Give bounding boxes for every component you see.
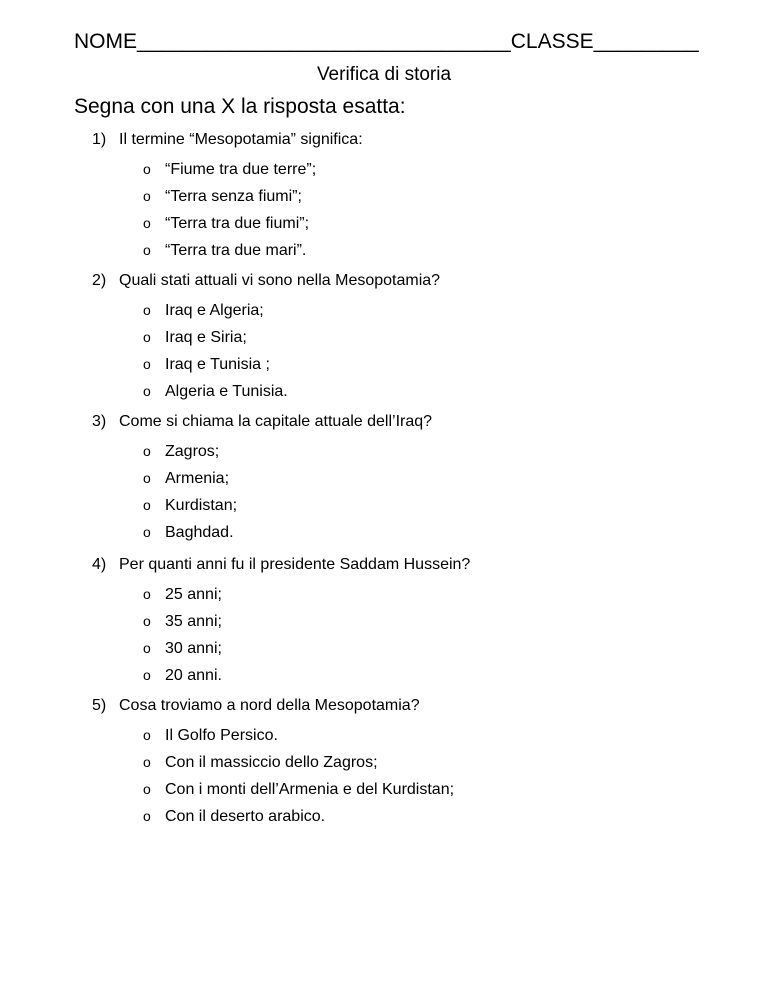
option-item[interactable]: [143, 383, 288, 401]
page-title: Verifica di storia: [316, 64, 452, 85]
option-item[interactable]: [143, 640, 222, 658]
option-text: Il Golfo Persico.: [165, 727, 278, 744]
option-bullet: o: [143, 470, 151, 486]
name-label: NOME: [74, 30, 137, 53]
option-item[interactable]: [143, 470, 229, 488]
option-text: Kurdistan;: [165, 497, 238, 514]
option-bullet: o: [143, 383, 151, 399]
option-text: Iraq e Tunisia ;: [165, 356, 270, 373]
option-text: Algeria e Tunisia.: [165, 383, 288, 400]
option-bullet: o: [143, 329, 151, 345]
option-item[interactable]: [143, 808, 325, 826]
option-text: 35 anni;: [165, 613, 222, 630]
question-text: Quali stati attuali vi sono nella Mesopotamia?: [119, 272, 441, 289]
question-text: Come si chiama la capitale attuale dell’Iraq?: [119, 413, 433, 430]
option-text: “Terra senza fiumi”;: [165, 188, 302, 205]
option-text: Iraq e Algeria;: [165, 302, 264, 319]
question-1: [92, 131, 363, 149]
option-bullet: o: [143, 613, 151, 629]
option-bullet: o: [143, 640, 151, 656]
option-item[interactable]: [143, 781, 454, 799]
option-text: Con il massiccio dello Zagros;: [165, 754, 378, 771]
option-bullet: o: [143, 302, 151, 318]
question-number: 5): [92, 697, 107, 714]
option-item[interactable]: [143, 727, 278, 745]
question-text: Il termine “Mesopotamia” significa:: [119, 131, 363, 148]
option-text: Con i monti dell’Armenia e del Kurdistan;: [165, 781, 455, 798]
option-text: Armenia;: [165, 470, 230, 487]
option-text: Baghdad.: [165, 524, 234, 541]
option-bullet: o: [143, 356, 151, 372]
question-text: Per quanti anni fu il presidente Saddam Hussein?: [119, 556, 471, 573]
option-item[interactable]: [143, 215, 309, 233]
option-bullet: o: [143, 215, 151, 231]
option-item[interactable]: [143, 188, 302, 206]
option-item[interactable]: [143, 443, 219, 461]
question-number: 4): [92, 556, 107, 573]
option-item[interactable]: [143, 242, 306, 260]
option-bullet: o: [143, 754, 151, 770]
option-text: Con il deserto arabico.: [165, 808, 326, 825]
option-bullet: o: [143, 242, 151, 258]
option-text: “Terra tra due mari”.: [165, 242, 307, 259]
option-bullet: o: [143, 586, 151, 602]
question-number: 3): [92, 413, 107, 430]
class-blank: _________: [593, 30, 699, 53]
option-item[interactable]: [143, 356, 270, 374]
option-text: 25 anni;: [165, 586, 222, 603]
option-text: Iraq e Siria;: [165, 329, 247, 346]
option-item[interactable]: [143, 586, 222, 604]
question-number: 1): [92, 131, 107, 148]
question-3: [92, 413, 432, 431]
option-item[interactable]: [143, 497, 237, 515]
question-4: [92, 556, 470, 574]
question-number: 2): [92, 272, 107, 289]
option-bullet: o: [143, 188, 151, 204]
option-bullet: o: [143, 781, 151, 797]
option-bullet: o: [143, 497, 151, 513]
option-bullet: o: [143, 524, 151, 540]
option-text: “Fiume tra due terre”;: [165, 161, 317, 178]
option-item[interactable]: [143, 161, 316, 179]
option-text: Zagros;: [165, 443, 220, 460]
header-line: [74, 30, 699, 54]
option-bullet: o: [143, 808, 151, 824]
name-blank: ________________________________: [137, 30, 511, 53]
class-label: CLASSE: [510, 30, 594, 53]
option-item[interactable]: [143, 754, 378, 772]
option-item[interactable]: [143, 524, 234, 542]
option-item[interactable]: [143, 667, 222, 685]
option-bullet: o: [143, 161, 151, 177]
question-2: [92, 272, 440, 290]
option-item[interactable]: [143, 613, 222, 631]
question-text: Cosa troviamo a nord della Mesopotamia?: [119, 697, 420, 714]
option-text: 30 anni;: [165, 640, 222, 657]
option-text: “Terra tra due fiumi”;: [165, 215, 310, 232]
option-text: 20 anni.: [165, 667, 222, 684]
question-5: [92, 697, 420, 715]
instruction-text: Segna con una X la risposta esatta:: [74, 95, 406, 118]
option-bullet: o: [143, 443, 151, 459]
option-bullet: o: [143, 727, 151, 743]
option-item[interactable]: [143, 302, 264, 320]
option-item[interactable]: [143, 329, 247, 347]
option-bullet: o: [143, 667, 151, 683]
